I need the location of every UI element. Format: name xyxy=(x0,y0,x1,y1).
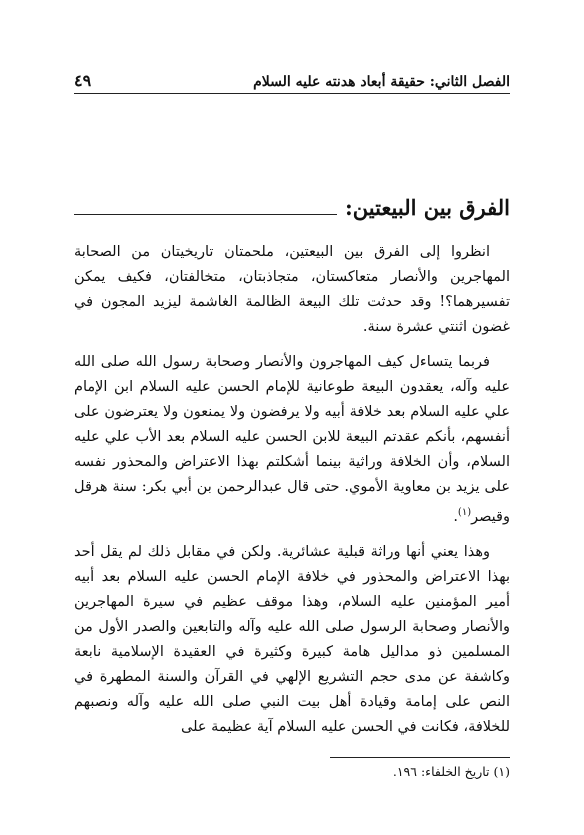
footnote-rule xyxy=(330,757,510,758)
paragraph-3: وهذا يعني أنها وراثة قبلية عشائرية. ولكن في مقابل ذلك لم يقل أحد بهذا الاعتراض والمحذور في خلافة الإمام الحسن عليه السلام بعد أبيه أمير المؤمنين عليه السلام، وهذا موقف عظيم في سيرة المهاجرين والأنصار وصحابة الرسول صلى الله عليه وآله والتابعين والصدر الأول من المسلمين ذو مداليل هامة كبيرة وكثيرة في العقيدة الإسلامية نابعة وكاشفة عن مدى حجم التشريع الإلهي في القرآن والسنة المطهرة في النص على إمامة وقيادة أهل بيت النبي صلى الله عليه وآله ونصبهم للخلافة، فكانت في الحسن عليه السلام آية عظيمة على xyxy=(74,543,510,735)
page-header xyxy=(74,62,510,94)
footnote-reference: (١) xyxy=(457,507,472,518)
paragraph-2-text: فربما يتساءل كيف المهاجرون والأنصار وصحابة رسول الله صلى الله عليه وآله، يعقدون البيعة طوعانية للإمام الحسن عليه السلام ابن الإمام علي عليه السلام بعد خلافة أبيه ولا يرفضون ولا يمنعون ولا يعترضون على أنفسهم، بأنكم عقدتم البيعة للابن الحسن عليه السلام بعد الأب علي عليه السلام، وأن الخلافة وراثية بينما أشكلتم بهذا الاعتراض والمحذور نفسه على يزيد بن معاوية الأموي. حتى قال عبدالرحمن بن أبي بكر: سنة هرقل وقيصر xyxy=(74,354,510,525)
section-heading xyxy=(74,190,510,224)
section-title: الفرق بين البيعتين: xyxy=(345,194,510,220)
running-title: الفصل الثاني: حقيقة أبعاد هدنته عليه السلام xyxy=(253,74,510,90)
page-number: ٤٩ xyxy=(74,71,92,90)
body-text xyxy=(74,240,510,750)
paragraph-2: فربما يتساءل كيف المهاجرون والأنصار وصحابة رسول الله صلى الله عليه وآله، يعقدون البيعة طوعانية للإمام الحسن عليه السلام ابن الإمام علي عليه السلام بعد خلافة أبيه ولا يرفضون ولا يمنعون ولا يعترضون على أنفسهم، بأنكم عقدتم البيعة للابن الحسن عليه السلام بعد الأب علي عليه السلام، وأن الخلافة وراثية بينما أشكلتم بهذا الاعتراض والمحذور نفسه على يزيد بن معاوية الأموي. حتى قال عبدالرحمن بن أبي بكر: سنة هرقل وقيصر$^{(١)}$. xyxy=(74,354,510,525)
footnote: (١) تاريخ الخلفاء: ١٩٦. xyxy=(392,764,510,779)
paragraph-1: انظروا إلى الفرق بين البيعتين، ملحمتان تاريخيتان من الصحابة المهاجرين والأنصار متعاكستان، متجاذبتان، متخالفتان، فكيف يمكن تفسيرهما؟! وقد حدثت تلك البيعة الظالمة الغاشمة ليزيد المجون في غضون اثنتي عشرة سنة. xyxy=(74,244,510,335)
heading-rule xyxy=(74,214,337,215)
